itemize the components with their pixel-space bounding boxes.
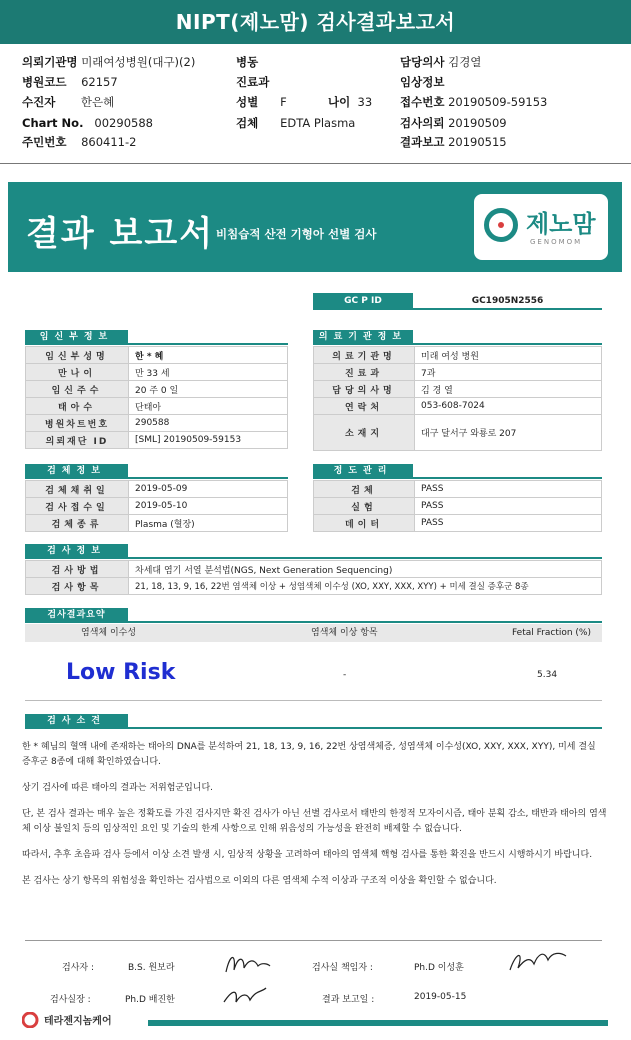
qc-header-line	[413, 477, 602, 479]
table-key: 실험	[314, 498, 415, 515]
qc-header: 정도관리	[313, 464, 413, 479]
patient-label: 수진자	[22, 95, 56, 109]
head-signature	[504, 946, 574, 976]
table-key: 검사항목	[26, 578, 129, 595]
sex-label: 성별	[236, 95, 259, 109]
table-key: 검사접수일	[26, 498, 129, 515]
genomom-logo	[474, 194, 608, 260]
chief-signature	[220, 982, 270, 1010]
findings-text	[22, 740, 607, 900]
logo-icon	[484, 208, 518, 242]
request-label: 검사의뢰	[400, 116, 445, 130]
table-value: 단태아	[129, 398, 288, 415]
table-value: PASS	[415, 498, 602, 515]
gcpid-label: GC P ID	[313, 293, 413, 310]
table-key: 담당의사명	[314, 381, 415, 398]
summary-header: 검사결과요약	[25, 608, 128, 623]
summary-divider	[25, 700, 602, 701]
table-value: 한 * 혜	[129, 347, 288, 364]
receipt-label: 접수번호	[400, 95, 445, 109]
specimen-value: EDTA Plasma	[280, 116, 356, 130]
findings-paragraph: 한 * 혜님의 혈액 내에 존재하는 태아의 DNA를 분석하여 21, 18, 13, 9, 16, 22번 상염색체증, 성염색체 이수성(XO, XXY, XXX, XYY), 미세 결실 증후군 8종에 대해 확인하였습니다.	[22, 742, 596, 767]
summary-header-line	[128, 621, 602, 623]
institution-header: 의료기관정보	[313, 330, 413, 345]
summary-col-items: 염색체 이상 항목	[311, 628, 378, 638]
table-row	[314, 381, 602, 398]
doctor-label: 담당의사	[400, 55, 445, 69]
footer-bar	[148, 1020, 608, 1026]
institution-header-line	[413, 343, 602, 345]
findings-header-line	[128, 727, 602, 729]
logo-subtext: GENOMOM	[530, 238, 583, 246]
doctor-value: 김경열	[448, 55, 482, 69]
findings-paragraph: 따라서, 추후 초음파 검사 등에서 이상 소견 발생 시, 임상적 상황을 고려하여 태아의 염색체 핵형 검사를 통한 확진을 반드시 시행하시기 바랍니다.	[22, 850, 593, 860]
table-value: 2019-05-10	[129, 498, 288, 515]
table-key: 만나이	[26, 364, 129, 381]
summary-col-fetal-fraction: Fetal Fraction (%)	[512, 628, 591, 638]
findings-paragraph: 상기 검사에 따른 태아의 결과는 저위험군입니다.	[22, 783, 214, 793]
report-value: 20190515	[448, 135, 507, 149]
patient-value: 한은혜	[80, 95, 115, 109]
table-value: [SML] 20190509-59153	[129, 432, 288, 449]
divider	[0, 163, 631, 164]
table-value: 290588	[129, 415, 288, 432]
company-name: 테라젠지놈케어	[44, 1016, 112, 1027]
table-row	[26, 364, 288, 381]
head-value: Ph.D 이성훈	[414, 963, 464, 973]
table-key: 의뢰재단 ID	[26, 432, 129, 449]
tester-value: B.S. 원보라	[128, 963, 175, 973]
pregnant-header-line	[128, 343, 288, 345]
table-row	[26, 561, 602, 578]
company-logo-icon	[22, 1012, 42, 1028]
result-banner	[8, 182, 622, 272]
table-value: Plasma (혈장)	[129, 515, 288, 532]
table-value: 20 주 0 일	[129, 381, 288, 398]
table-value: PASS	[415, 481, 602, 498]
table-row	[314, 515, 602, 532]
banner-subtitle: 비침습적 산전 기형아 선별 검사	[216, 227, 377, 241]
table-value: 대구 달서구 와룡로 207	[415, 415, 602, 451]
table-value: 21, 18, 13, 9, 16, 22번 염색체 이상 + 성염색체 이수성 (XO, XXY, XXX, XYY) + 미세 결실 증후군 8종	[129, 578, 602, 595]
table-key: 진료과	[314, 364, 415, 381]
table-key: 검체종류	[26, 515, 129, 532]
table-key: 검체	[314, 481, 415, 498]
table-value: PASS	[415, 515, 602, 532]
qc-table	[313, 480, 602, 532]
tester-signature	[222, 950, 272, 978]
sex-value: F	[280, 95, 287, 109]
institution-value: 미래여성병원(대구)(2)	[81, 55, 196, 69]
table-row	[26, 432, 288, 449]
summary-column-header	[25, 624, 602, 642]
table-value: 053-608-7024	[415, 398, 602, 415]
table-value: 7과	[415, 364, 602, 381]
table-row	[314, 415, 602, 451]
chart-label: Chart No.	[22, 116, 84, 130]
test-header: 검사정보	[25, 544, 128, 559]
table-row	[26, 347, 288, 364]
findings-paragraph: 본 검사는 상기 항목의 위험성을 확인하는 검사법으로 이외의 다른 염색체 수적 이상과 구조적 이상을 확인할 수 없습니다.	[22, 876, 497, 886]
report-date-label: 결과 보고일 :	[322, 995, 375, 1005]
table-row	[26, 381, 288, 398]
gcpid	[313, 293, 602, 310]
table-key: 의료기관명	[314, 347, 415, 364]
age-value: 33	[357, 95, 373, 109]
ward-label: 병동	[236, 55, 259, 69]
table-key: 연락처	[314, 398, 415, 415]
report-title: NIPT(제노맘) 검사결과보고서	[0, 0, 631, 44]
table-key: 소재지	[314, 415, 415, 451]
tester-label: 검사자 :	[62, 963, 94, 973]
findings-paragraph: 단, 본 검사 결과는 매우 높은 정확도를 가진 검사지만 확진 검사가 아닌 선별 검사로서 태반의 한정적 모자이시즘, 태아 분획 감소, 태반과 태아의 염색체 이상 불일치 등의 임상적인 요인 및 기술의 한계 사항으로 인해 위음성의 가능성을 완전히 배제할 수 없습니다.	[22, 809, 607, 834]
table-key: 검체채취일	[26, 481, 129, 498]
table-row	[26, 415, 288, 432]
table-key: 검사방법	[26, 561, 129, 578]
hospital-code-label: 병원코드	[22, 75, 67, 89]
table-row	[314, 364, 602, 381]
request-value: 20190509	[448, 116, 507, 130]
result-low-risk: Low Risk	[66, 660, 176, 685]
head-label: 검사실 책임자 :	[312, 963, 373, 973]
table-row	[26, 498, 288, 515]
table-row	[314, 481, 602, 498]
clinical-label: 임상정보	[400, 75, 445, 89]
hospital-code-value: 62157	[81, 75, 118, 89]
chart-value: 00290588	[94, 116, 153, 130]
report-label: 결과보고	[400, 135, 445, 149]
pregnant-header: 임신부정보	[25, 330, 128, 345]
table-row	[26, 578, 602, 595]
pregnant-table	[25, 346, 288, 449]
table-value: 김 경 열	[415, 381, 602, 398]
banner-title: 결과 보고서	[26, 214, 215, 254]
report-date-value: 2019-05-15	[414, 992, 467, 1002]
rrn-value: 860411-2	[81, 135, 137, 149]
table-key: 임신주수	[26, 381, 129, 398]
gcpid-value: GC1905N2556	[413, 293, 602, 310]
table-key: 태아수	[26, 398, 129, 415]
table-row	[314, 398, 602, 415]
result-fetal-fraction: 5.34	[537, 670, 558, 680]
table-value: 미래 여성 병원	[415, 347, 602, 364]
table-row	[314, 498, 602, 515]
logo-text: 제노맘	[526, 210, 596, 238]
findings-header: 검사소견	[25, 714, 128, 729]
table-row	[314, 347, 602, 364]
chief-value: Ph.D 배진한	[125, 995, 175, 1005]
specimen-table	[25, 480, 288, 532]
age-label: 나이	[328, 95, 351, 109]
table-key: 병원차트번호	[26, 415, 129, 432]
rrn-label: 주민번호	[22, 135, 67, 149]
table-value: 만 33 세	[129, 364, 288, 381]
institution-table	[313, 346, 602, 451]
result-items: -	[343, 670, 347, 680]
institution-label: 의뢰기관명	[22, 55, 78, 69]
table-key: 데이터	[314, 515, 415, 532]
summary-col-aneuploidy: 염색체 이수성	[81, 628, 137, 638]
test-table	[25, 560, 602, 595]
table-value: 차세대 염기 서열 분석법(NGS, Next Generation Sequencing)	[129, 561, 602, 578]
receipt-value: 20190509-59153	[448, 95, 548, 109]
signature-divider	[25, 940, 602, 941]
specimen-header: 검체정보	[25, 464, 128, 479]
test-header-line	[128, 557, 602, 559]
chief-label: 검사실장 :	[50, 995, 91, 1005]
specimen-header-line	[128, 477, 288, 479]
table-row	[26, 481, 288, 498]
table-row	[26, 515, 288, 532]
specimen-label: 검체	[236, 116, 259, 130]
table-value: 2019-05-09	[129, 481, 288, 498]
table-key: 임신부성명	[26, 347, 129, 364]
table-row	[26, 398, 288, 415]
dept-label: 진료과	[236, 75, 270, 89]
